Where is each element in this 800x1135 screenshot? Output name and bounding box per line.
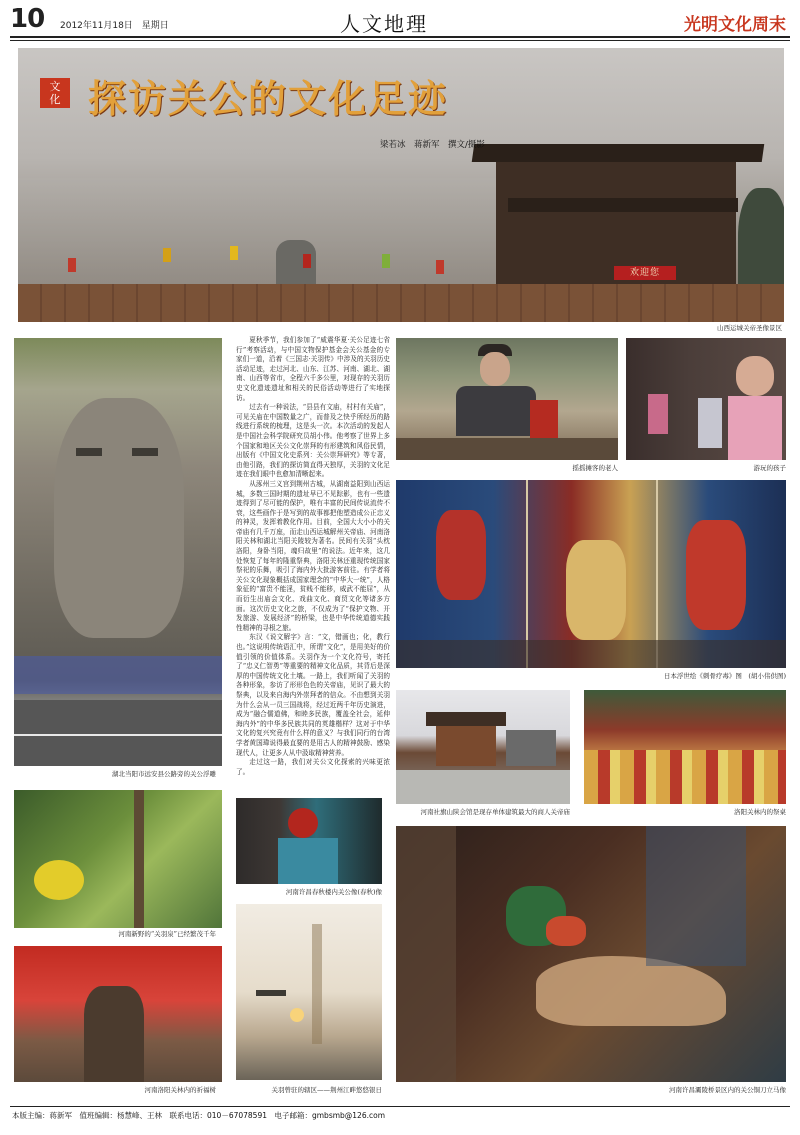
photo-guandao-statue [396,826,786,1082]
caption-red-statue: 河南许昌春秋楼内关公像(春秋)像 [285,888,382,896]
byline: 梁若冰 蒋新军 撰文/摄影 [380,140,485,150]
article-paragraph: 东汉《说文解字》言：“文，错画也；化，教行也。”这说明传统语汇中，所谓“文化”，是用美好的价值引领的价值体系。关羽作为一个文化符号，寄托了“忠义仁智勇”等重要的精神文化品质，其背后是深厚的中国传统文化土壤。一路上，我们听闻了关羽的各种形象，参访了形形色色的关帝庙，见识了最大的祭典，以及来自海内外崇拜者的信众。不由想到关羽为什么会从一员三国战将，经过近两千年历史演进，成为“融合儒道佛，和睦多民族，覆盖全社会，延伸海内外”的中华多民族共同的英雄楷样？这对于中华文化的复兴究竟有什么样的意义？与我们同行的台湾学者黄国瑋说得最直要的是用古人的精神鼓励、感染现代人，让更多人从中汲取精神营养。 [236,633,390,757]
caption-red-ribbons: 河南洛阳关林内的祈福树 [144,1086,216,1094]
caption-old-man: 摇摇摊客的老人 [572,464,618,472]
photo-temple-street [396,690,570,804]
section-title: 人文地理 [340,12,428,36]
photo-red-ribbons [14,946,222,1082]
article-paragraph: 从涿州三义宫到荆州古城，从湖南益阳到山西运城，多数三国时期的遗址早已不见踪影，也有一些遗迹得到了尽可能的保护，唯有丰富的民间传说流传不衰，这些画作于是写到的故事都把他塑造成公正忠义的神灵，发挥着教化作用。目前，全国大大小小的关帝庙有几千万座，而走山西运城解州关帝庙、河南洛阳关林和湖北当阳关陵较为著名。民间有关羽“头枕洛阳，身卧当阳，魂归故里”的说法。近年来，这几处恢复了每年的隆重祭典，洛阳关林还重现传统国家祭祀的乐舞，吸引了海内外大批游客前往。有学者将关公文化现象概括成国家理念的“中华大一统”，人格象征的“富贵不能淫，贫贱不能移，威武不能屈”，从而衍生出庙会文化、戏曲文化、商贸文化等诸多方面。这次历史文化之旅，不仅成为了“保护文物、开发旅游、发展经济”的桥梁，也是中华传统道德实践性精神的寻根之旅。 [236,479,390,632]
caption-calligraphy: 关羽曾驻的辖区——荆州江畔悠悠银日 [271,1086,382,1094]
issue-date: 2012年11月18日 星期日 [60,21,169,31]
article-paragraph: 夏秋季节，我们参加了“威震华夏·关公足迹七省行”考察活动，与中国文物保护基金会关公基金的专家们一道，沿着《三国志·关羽传》中涉及的关羽历史活动足迹，走过河北、山东、江苏、河南、湖北、湖南、山西等省市，全程六千多公里，对现存的关羽历史文化遗迹遗址和相关的民俗活动等进行了实地探访。 [236,336,390,402]
caption-temple-street: 河南社旗山陕会馆是现存单体建筑最大的商人关帝庙 [420,808,570,816]
editor-credits: 本版主编：蒋新军 值班编辑：杨慧峰、王林 联系电话：010－67078591 电子邮箱：gmbsmb@126.com [12,1111,386,1120]
photo-old-man [396,338,618,460]
photo-stone-relief [14,338,222,766]
welcome-sign: 欢迎您 [614,266,676,280]
newspaper-masthead: 光明文化周末 [684,15,786,35]
caption-guandao-statue: 河南许昌灞陵桥景区内的关公铜刀立马像 [669,1086,786,1094]
photo-woodblock-print [396,480,786,668]
header-rule [10,36,790,38]
caption-woodblock-print: 日本浮世绘《刺骨疗毒》图 (胡小伟供图) [663,672,786,680]
headline: 探访关公的文化足迹 [88,76,449,121]
photo-girl [626,338,786,460]
hero-caption: 山西运城关帝圣像景区 [717,324,782,332]
photo-red-statue [236,798,382,884]
header-rule-thin [10,40,790,41]
photo-calligraphy [236,904,382,1080]
photo-offerings [584,690,786,804]
city-wall [18,284,784,322]
caption-green-tree: 河南新野的“关羽泉”已经繁茂千年 [118,930,216,938]
footer-rule [10,1106,790,1107]
column-tag: 文 化 [40,78,70,108]
article-paragraph: 过去有一种说法，“县县有文庙，村村有关庙”，可见关庙在中国数量之广，而普及之快乎所经历的路线进行系统的梳理，这是头一次。本次活动的发起人是中国社会科学院研究员胡小伟。他考察了世界上多个国家和地区关公文化崇拜的有形建筑和风俗民情，出版有《中国文化史系列：关公崇拜研究》等专著，由他引路，我们的探访简直得天独厚，关羽的文化足迹在我们眼中也愈加清晰起来。 [236,403,390,479]
photo-green-tree [14,790,222,928]
article-body [236,336,390,806]
caption-offerings: 洛阳关林内的祭桌 [734,808,786,816]
caption-girl: 游玩的孩子 [753,464,786,472]
caption-stone-relief: 湖北当阳市远安县公路旁的关公浮雕 [112,770,216,778]
article-paragraph: 走过这一路，我们对关公文化探索的兴味更浓了。 [236,758,390,776]
page-number: 10 [10,4,45,34]
